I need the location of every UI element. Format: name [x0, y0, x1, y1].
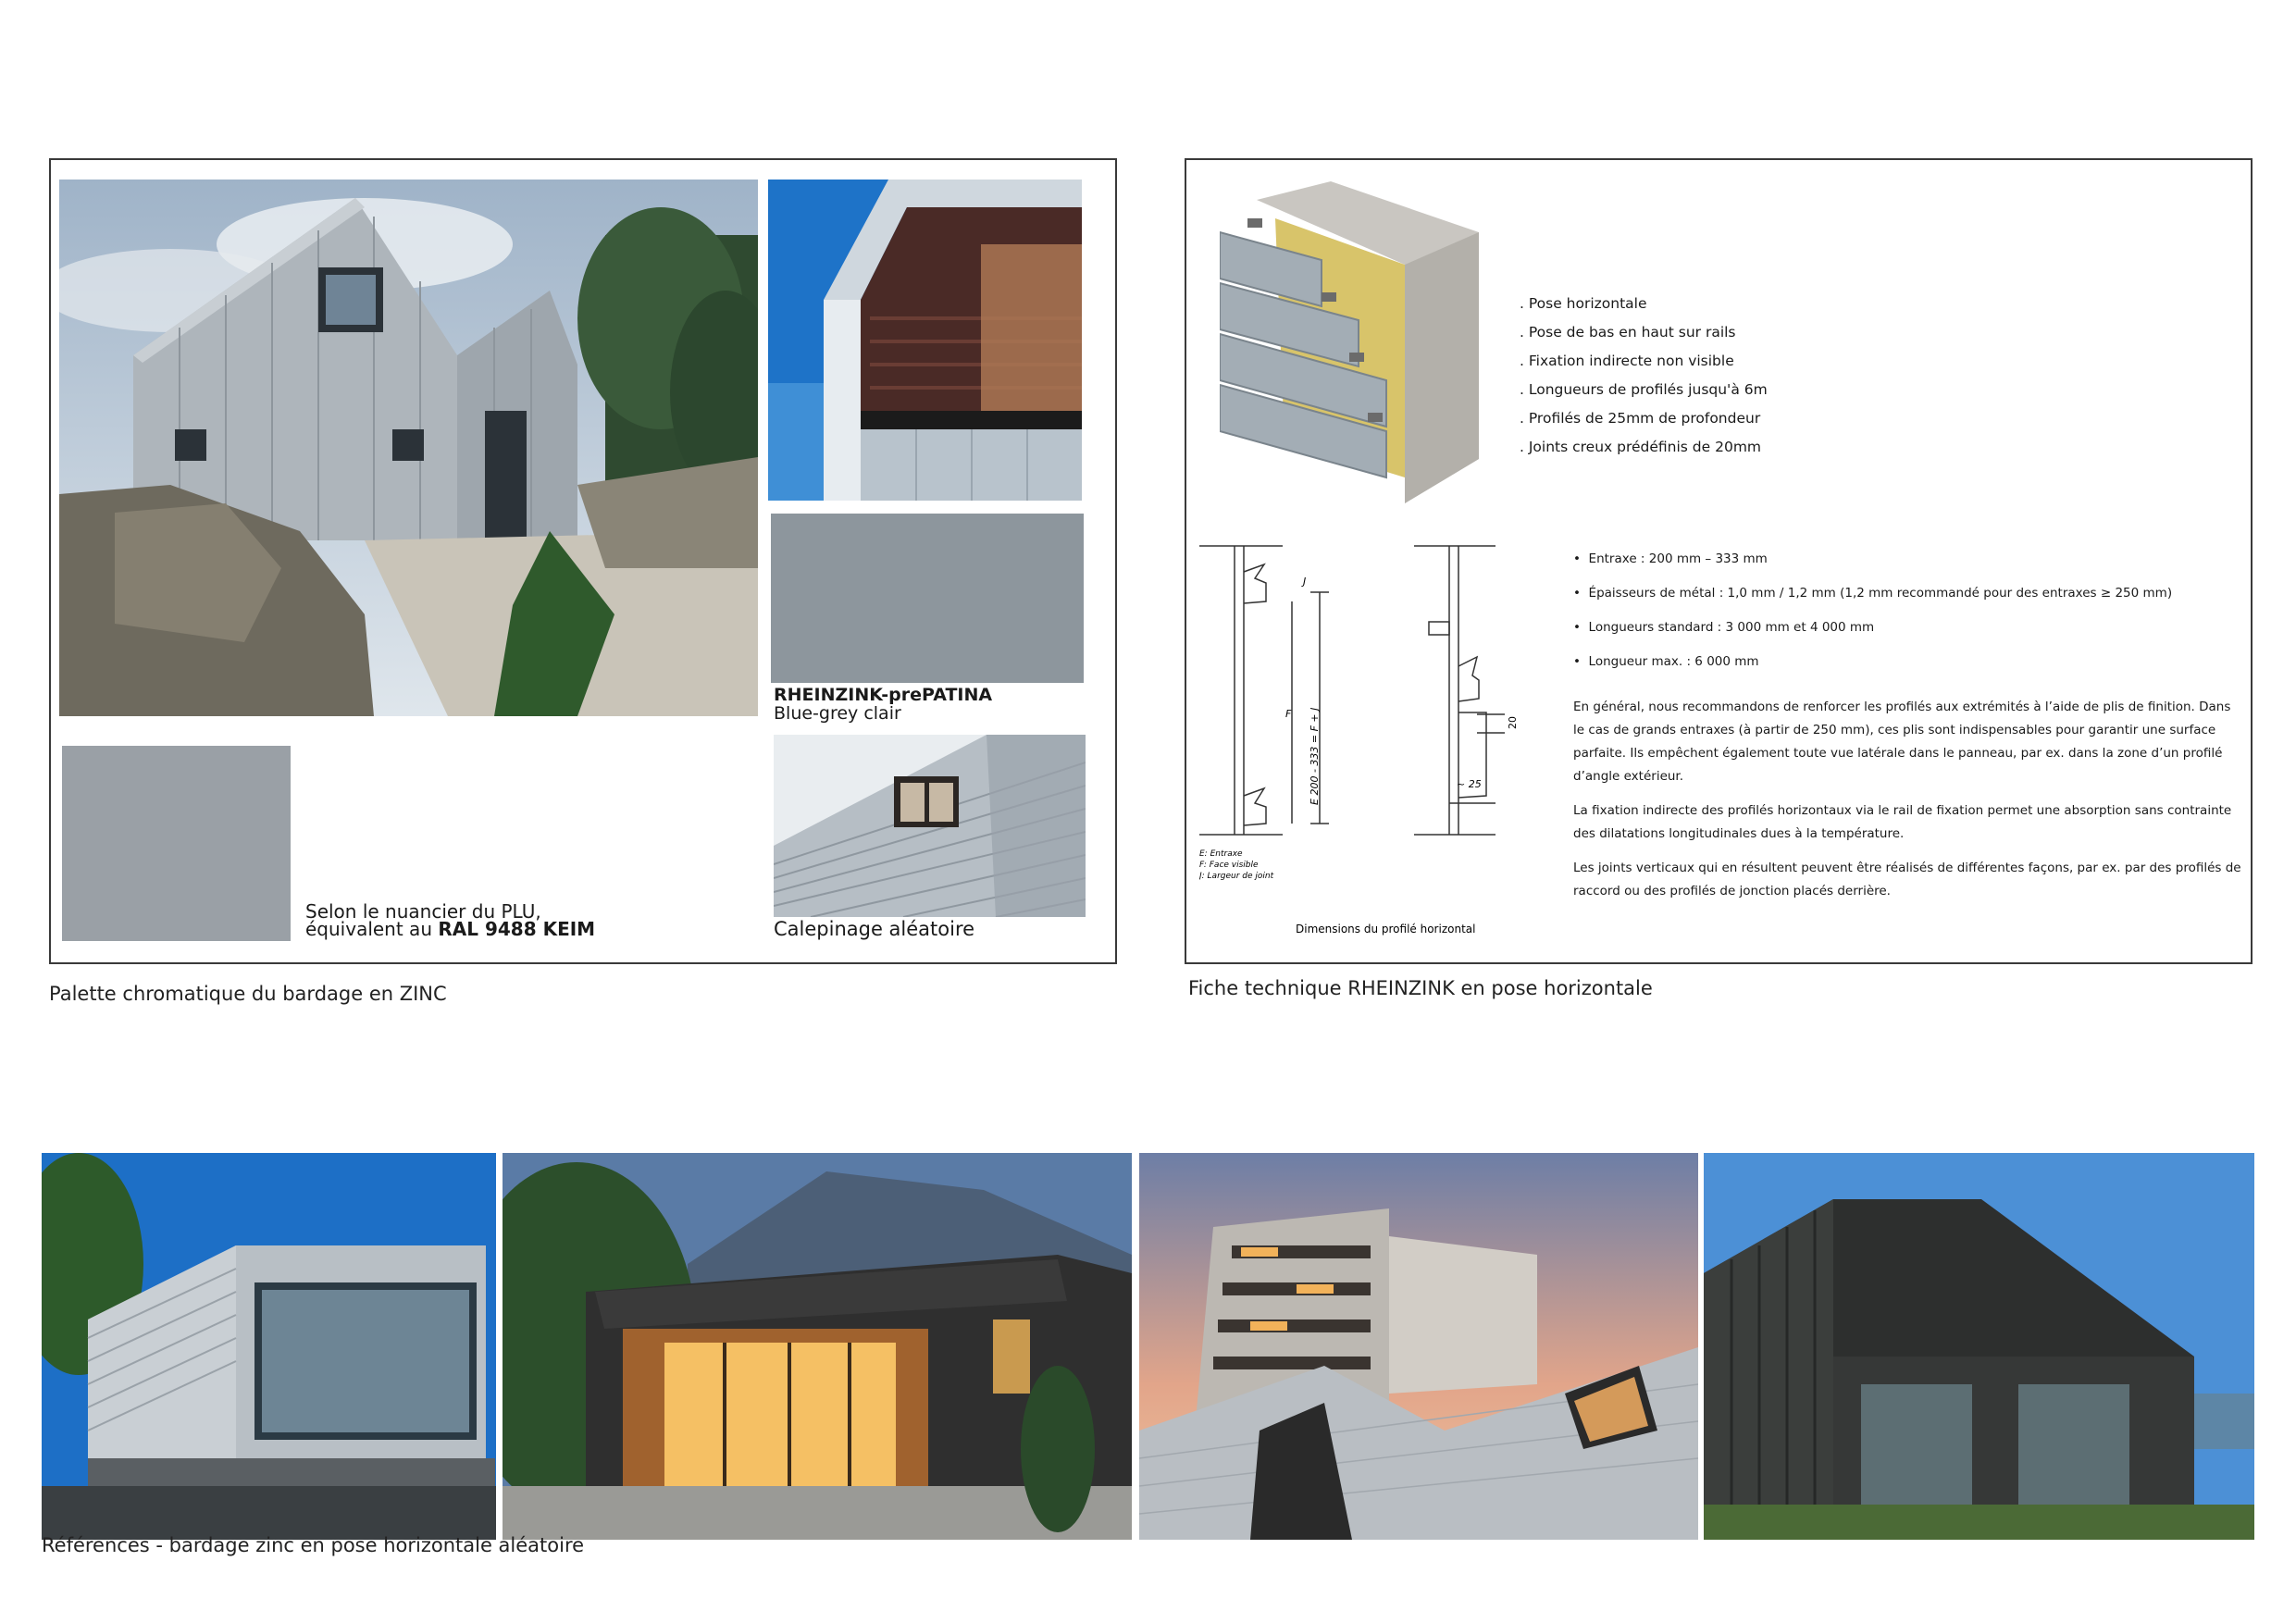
- spec-text: Longueurs standard : 3 000 mm et 4 000 mm: [1588, 620, 1875, 635]
- f-label: F: [1285, 708, 1292, 720]
- references-caption: Références - bardage zinc en pose horizontale aléatoire: [42, 1534, 585, 1556]
- left-panel-caption: Palette chromatique du bardage en ZINC: [49, 983, 447, 1005]
- dimension-label: E 200 - 333 = F + J: [1309, 707, 1321, 805]
- drawing-title: Dimensions du profilé horizontal: [1296, 923, 1476, 935]
- paragraph: En général, nous recommandons de renforcer les profilés aux extrémités à l’aide de plis de finition. Dans le cas de grands entraxes (à partir de 250 mm), ces plis sont indispensables pour garantir une surface parfaite. Ils empêchent également toute vue latérale dans le panneau, par ex. dans la zone d’un profilé d’angle extérieur.: [1573, 700, 2231, 784]
- roof-detail-photo: [768, 180, 1082, 501]
- feature-item: . Profilés de 25mm de profondeur: [1520, 410, 1761, 427]
- feature-list: [1520, 290, 1768, 462]
- feature-item: . Longueurs de profilés jusqu'à 6m: [1520, 381, 1768, 398]
- zinc-house-photo: [59, 180, 758, 716]
- swatch-note-line2: [305, 920, 595, 939]
- spec-list: [1573, 551, 2172, 688]
- ral-reference: RAL 9488 KEIM: [438, 918, 596, 940]
- reference-photo: [503, 1153, 1132, 1540]
- feature-item: . Joints creux prédéfinis de 20mm: [1520, 439, 1762, 455]
- j-label: J: [1303, 576, 1307, 588]
- paragraph-block: [1573, 696, 2241, 903]
- right-panel-caption: Fiche technique RHEINZINK en pose horizontale: [1188, 977, 1653, 999]
- feature-item: . Fixation indirecte non visible: [1520, 353, 1734, 369]
- reference-photo: [42, 1153, 496, 1540]
- paragraph: La fixation indirecte des profilés horizontaux via le rail de fixation permet une absorption sans contrainte des dilatations longitudinales dues à la température.: [1573, 803, 2232, 841]
- ral-color-swatch: [62, 746, 291, 941]
- prepatina-color-swatch: [771, 514, 1084, 683]
- paragraph: Les joints verticaux qui en résultent peuvent être réalisés de différentes façons, par ex. par des profilés de raccord ou des profilés de jonction placés derrière.: [1573, 861, 2241, 898]
- feature-item: . Pose de bas en haut sur rails: [1520, 324, 1736, 341]
- legend-entry: E: Entraxe: [1199, 849, 1243, 859]
- depth-label: ~ 25: [1457, 778, 1482, 790]
- legend-entry: J: Largeur de joint: [1199, 872, 1274, 881]
- calepinage-photo: [774, 735, 1086, 917]
- calepinage-label: Calepinage aléatoire: [774, 918, 975, 940]
- joint-label: 20: [1507, 716, 1519, 729]
- spec-item: • Longueur max. : 6 000 mm: [1573, 654, 1759, 669]
- reference-photo: [1704, 1153, 2254, 1540]
- spec-item: • Entraxe : 200 mm – 333 mm: [1573, 551, 1768, 566]
- reference-photo: [1139, 1153, 1698, 1540]
- product-shade: Blue-grey clair: [774, 703, 901, 724]
- spec-item: • Épaisseurs de métal : 1,0 mm / 1,2 mm (1,2 mm recommandé pour des entraxes ≥ 250 mm): [1573, 586, 2173, 601]
- swatch-note-prefix: équivalent au: [305, 918, 439, 940]
- spec-item: • Longueurs standard : 3 000 mm et 4 000 mm: [1573, 620, 1875, 635]
- product-name: RHEINZINK-prePATINA: [774, 685, 993, 705]
- spec-text: Entraxe : 200 mm – 333 mm: [1588, 551, 1768, 566]
- legend-entry: F: Face visible: [1199, 861, 1259, 870]
- cladding-3d-illustration: [1220, 181, 1479, 503]
- swatch-note-line1: Selon le nuancier du PLU,: [305, 900, 541, 923]
- profile-drawing: [1199, 537, 1570, 944]
- spec-text: Épaisseurs de métal : 1,0 mm / 1,2 mm (1,2 mm recommandé pour des entraxes ≥ 250 mm): [1588, 586, 2173, 601]
- feature-item: . Pose horizontale: [1520, 295, 1647, 312]
- spec-text: Longueur max. : 6 000 mm: [1588, 654, 1759, 669]
